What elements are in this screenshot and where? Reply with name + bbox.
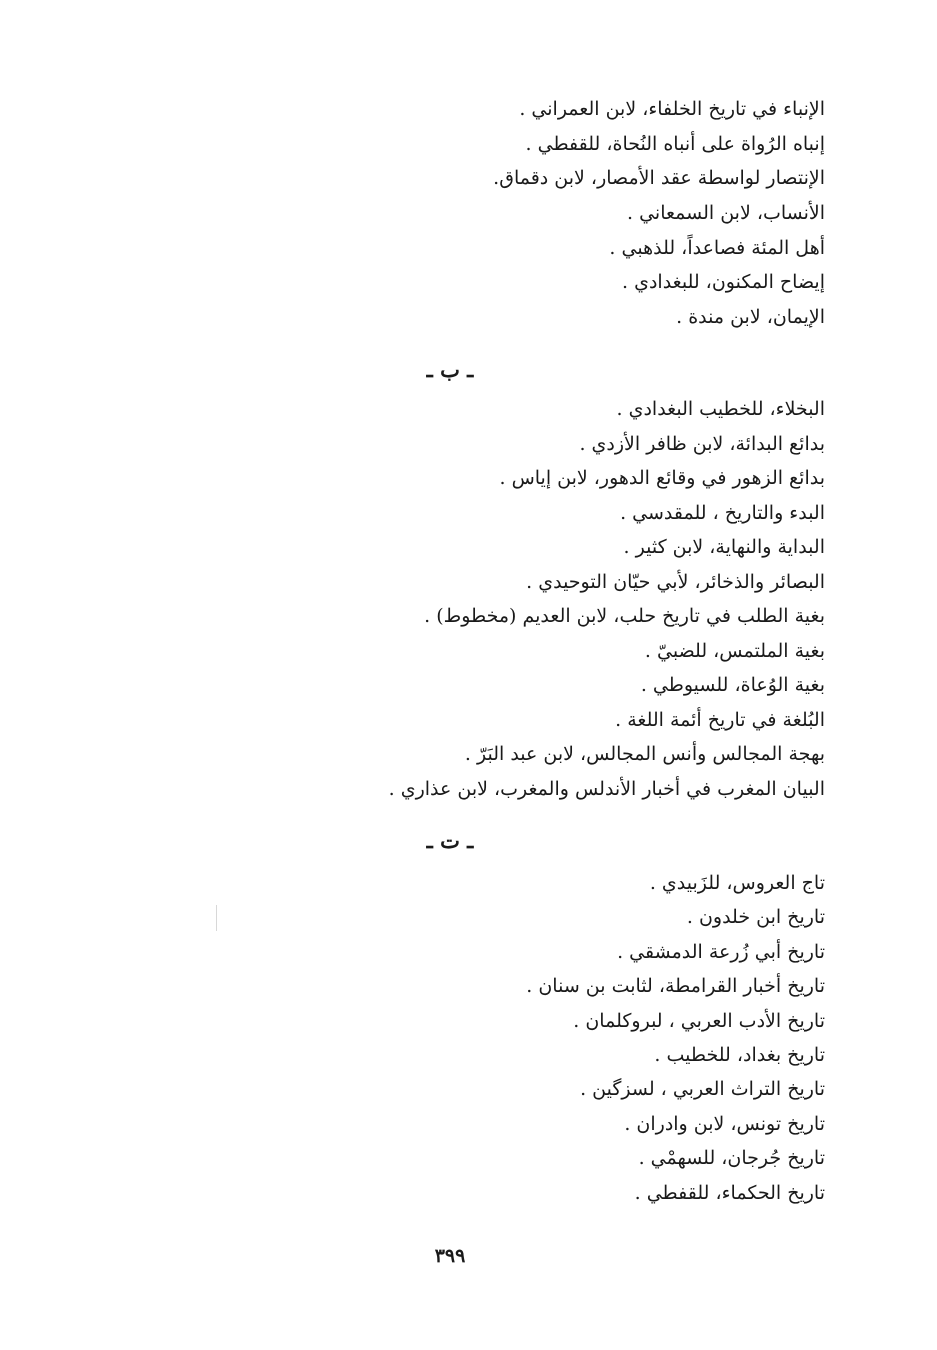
bibliography-entry: تاريخ الحكماء، للقفطي . [634,1181,825,1204]
bibliography-entry: إيضاح المكنون، للبغدادي . [622,271,825,294]
bibliography-entry: البيان المغرب في أخبار الأندلس والمغرب، لابن عذاري . [388,777,825,800]
bibliography-entry: بغية الملتمس، للضبيّ . [644,639,825,662]
bibliography-entry: البدء والتاريخ ، للمقدسي . [620,501,825,524]
bibliography-entry: بهجة المجالس وأنس المجالس، لابن عبد البَرّ . [464,743,825,765]
bibliography-entry: تاريخ أخبار القرامطة، لثابت بن سنان . [526,975,825,998]
bibliography-entry: تاريخ التراث العربي ، لسزگين . [580,1078,825,1101]
bibliography-entry: تاريخ بغداد، للخطيب . [654,1043,825,1066]
bibliography-entry: بدائع البدائة، لابن ظافر الأزدي . [579,432,825,455]
bibliography-entry: أهل المئة فصاعداً، للذهبي . [609,236,825,259]
bibliography-entry: البخلاء، للخطيب البغدادي . [616,398,825,420]
bibliography-entry: البصائر والذخائر، لأبي حيّان التوحيدي . [526,570,825,593]
bibliography-entry: بغية الطلب في تاريخ حلب، لابن العديم (مخطوط) . [424,605,825,627]
bibliography-entry: الإنتصار لواسطة عقد الأمصار، لابن دقماق. [493,167,825,190]
bibliography-entry: الأنساب، لابن السمعاني . [627,202,825,225]
bibliography-section-ba [305,392,825,806]
page-number: ٣٩٩ [434,1245,466,1267]
bibliography-entry: تاريخ الأدب العربي ، لبروكلمان . [573,1009,825,1032]
bibliography-entry: بدائع الزهور في وقائع الدهور، لابن إياس . [499,467,825,489]
section-heading-ta: ـ ت ـ [426,828,474,853]
bibliography-entry: البُلغة في تاريخ أئمة اللغة . [615,708,825,731]
section-heading-ba: ـ ب ـ [426,357,474,382]
bibliography-entry: تاريخ جُرجان، للسهمْي . [638,1147,825,1170]
scan-margin-line [216,905,217,931]
bibliography-section-ta [305,866,825,1210]
bibliography-entry: تاج العروس، للزَبيدي . [649,872,825,894]
bibliography-section-alif [305,92,825,335]
bibliography-entry: الإيمان، لابن مندة . [676,306,825,329]
bibliography-entry: تاريخ أبي زُرعة الدمشقي . [617,940,825,963]
bibliography-entry: الإنباء في تاريخ الخلفاء، لابن العمراني . [519,98,825,120]
bibliography-entry: البداية والنهاية، لابن كثير . [623,536,825,558]
bibliography-entry: تاريخ ابن خلدون . [686,906,825,929]
bibliography-entry: بغية الوُعاة، للسيوطي . [640,674,825,696]
bibliography-entry: تاريخ تونس، لابن وادران . [624,1112,825,1135]
bibliography-entry: إنباه الرُواة على أنباه النُحاة، للقفطي . [525,132,825,155]
